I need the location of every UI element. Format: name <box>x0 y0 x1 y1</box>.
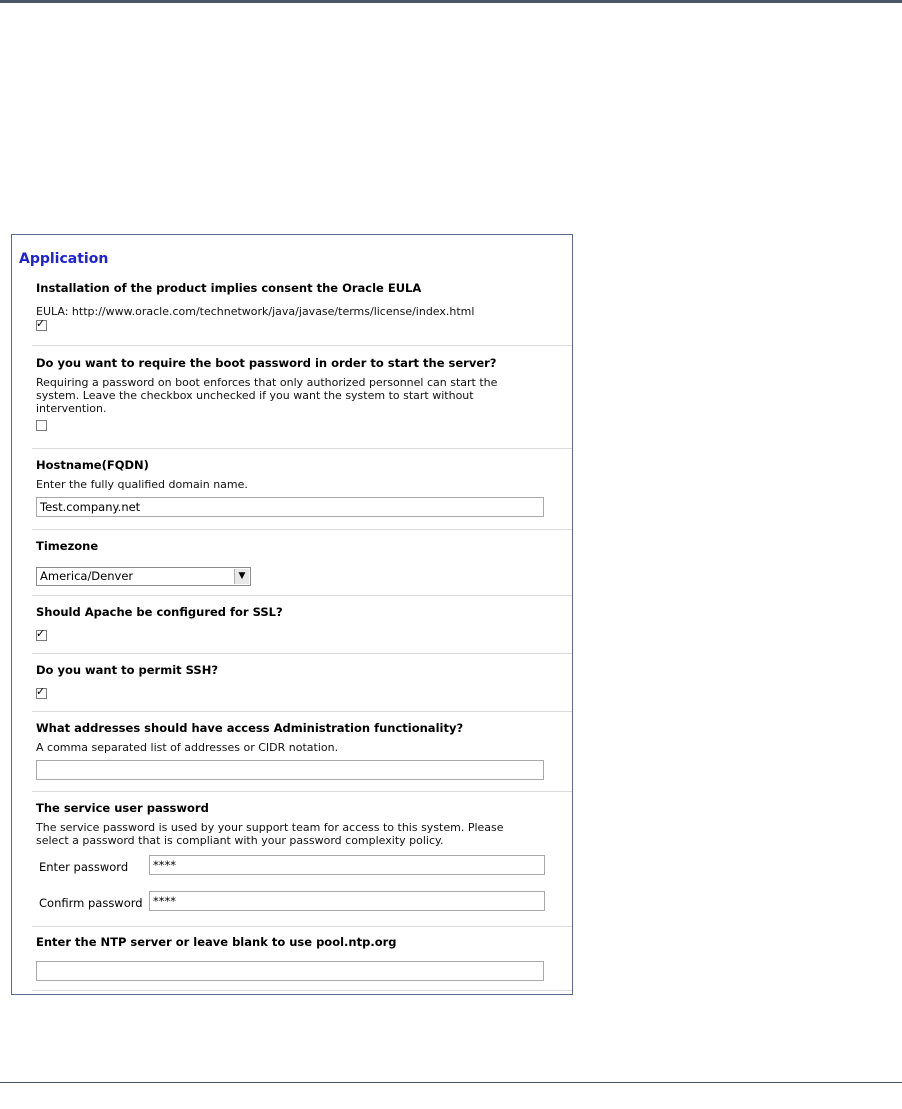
ssl-heading: Should Apache be configured for SSL? <box>36 605 283 619</box>
top-rule <box>0 0 902 3</box>
chevron-down-icon[interactable]: ▼ <box>234 569 249 584</box>
ntp-input[interactable] <box>36 961 544 981</box>
eula-description: EULA: http://www.oracle.com/technetwork/java/javase/terms/license/index.html <box>36 305 475 318</box>
boot-password-heading: Do you want to require the boot password in order to start the server? <box>36 356 497 370</box>
hostname-heading: Hostname(FQDN) <box>36 458 149 472</box>
divider <box>32 595 573 596</box>
enter-password-input[interactable]: **** <box>149 855 545 875</box>
eula-section <box>36 281 546 331</box>
timezone-select[interactable] <box>36 567 251 586</box>
hostname-input[interactable]: Test.company.net <box>36 497 544 517</box>
confirm-password-label: Confirm password <box>39 896 143 910</box>
admin-access-input[interactable] <box>36 760 544 780</box>
divider <box>32 448 573 449</box>
bottom-rule <box>0 1082 902 1083</box>
admin-access-description: A comma separated list of addresses or CIDR notation. <box>36 741 339 754</box>
divider <box>32 529 573 530</box>
check-icon: ✓ <box>36 317 46 330</box>
confirm-password-input[interactable]: **** <box>149 891 545 911</box>
ssh-section <box>36 663 546 699</box>
boot-password-section <box>36 356 546 431</box>
ssl-checkbox[interactable] <box>36 627 47 641</box>
ssl-section <box>36 605 546 641</box>
divider <box>32 926 573 927</box>
boot-password-description: Requiring a password on boot enforces that only authorized personnel can start the system. Leave the checkbox unchecked if you want the system to start without intervention. <box>36 376 498 415</box>
ssh-checkbox[interactable] <box>36 685 47 699</box>
admin-access-heading: What addresses should have access Administration functionality? <box>36 721 464 735</box>
hostname-description: Enter the fully qualified domain name. <box>36 478 248 491</box>
service-password-description: The service password is used by your support team for access to this system. Please select a password that is compliant with your password complexity policy. <box>36 821 504 847</box>
timezone-heading: Timezone <box>36 539 99 553</box>
divider <box>32 345 573 346</box>
timezone-selected: America/Denver <box>40 569 134 583</box>
application-panel <box>11 234 573 995</box>
divider <box>32 711 573 712</box>
ssh-heading: Do you want to permit SSH? <box>36 663 218 677</box>
timezone-section <box>36 539 546 586</box>
divider <box>32 653 573 654</box>
eula-checkbox[interactable] <box>36 317 47 331</box>
panel-title: Application <box>19 251 109 267</box>
ntp-heading: Enter the NTP server or leave blank to use pool.ntp.org <box>36 935 397 949</box>
check-icon: ✓ <box>36 627 46 640</box>
service-password-section <box>36 801 546 847</box>
eula-heading: Installation of the product implies consent the Oracle EULA <box>36 281 422 295</box>
ntp-section <box>36 935 546 981</box>
check-icon: ✓ <box>36 685 46 698</box>
boot-password-checkbox[interactable] <box>36 420 47 431</box>
service-password-heading: The service user password <box>36 801 209 815</box>
admin-access-section <box>36 721 546 780</box>
hostname-section <box>36 458 546 517</box>
divider <box>32 791 573 792</box>
enter-password-label: Enter password <box>39 860 129 874</box>
divider <box>32 990 573 991</box>
